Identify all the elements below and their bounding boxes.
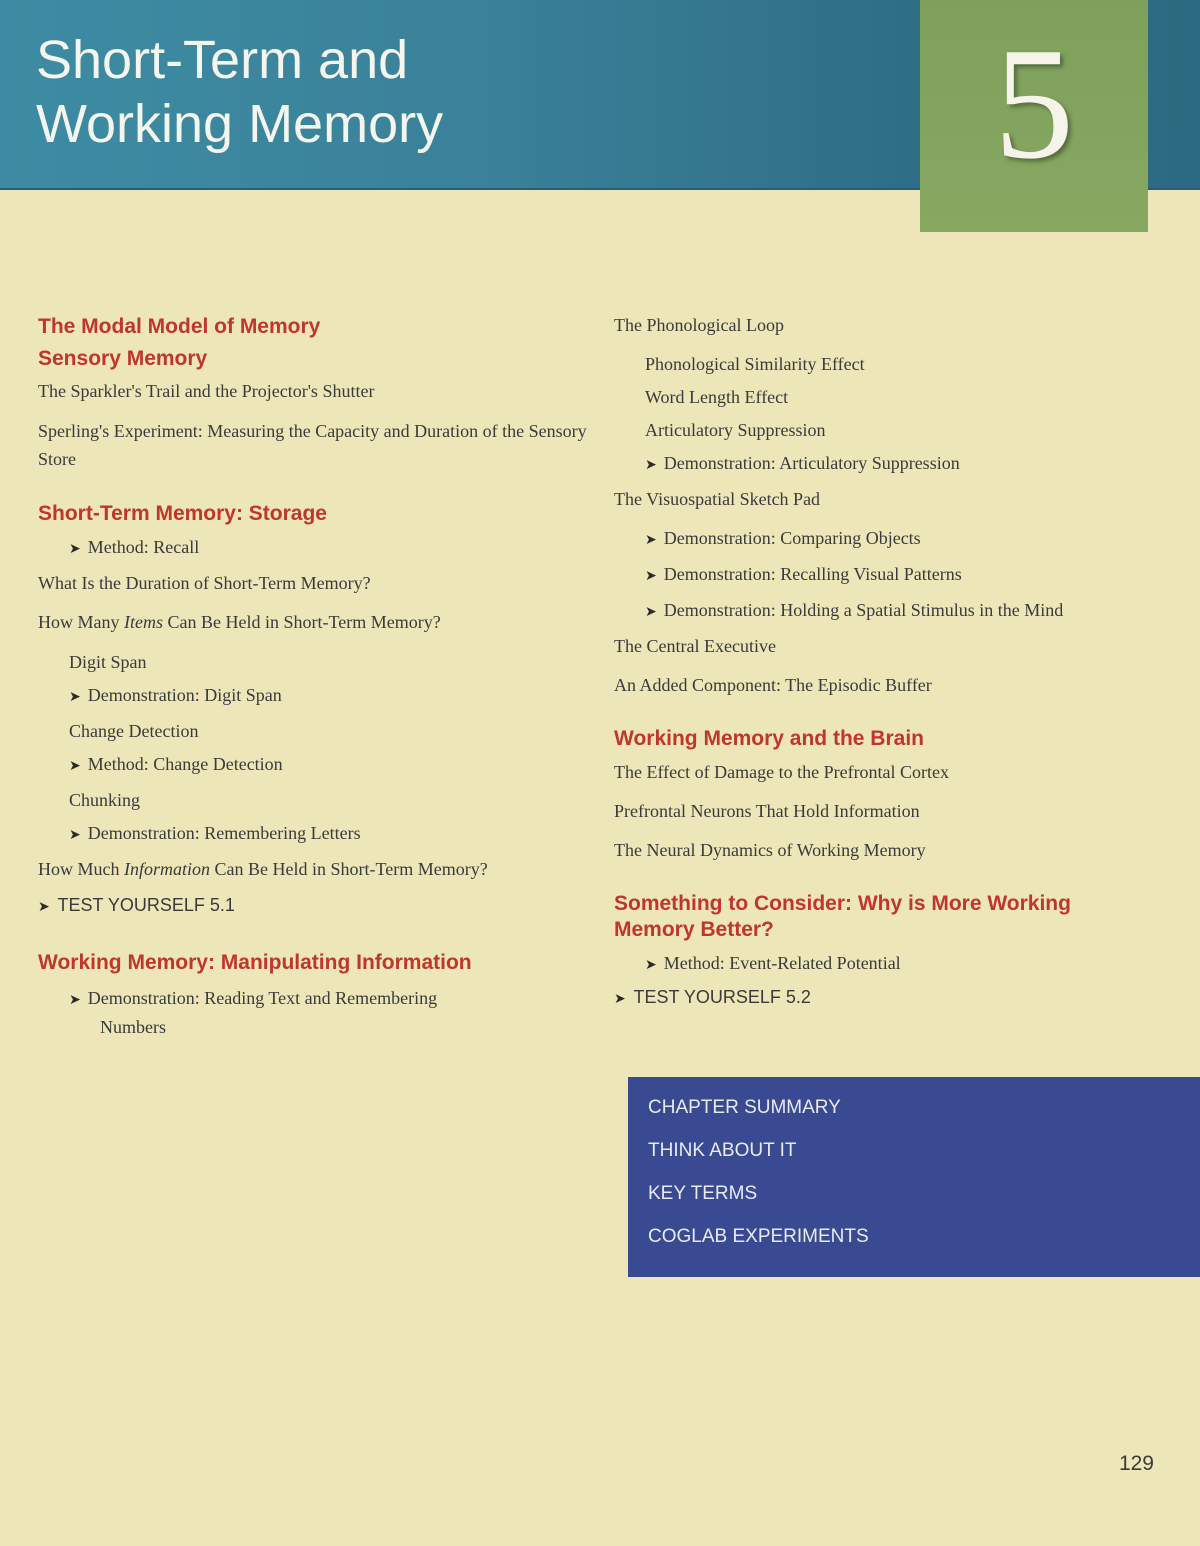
entry-articulatory-suppression: Articulatory Suppression <box>645 420 826 440</box>
entry-duration-question: What Is the Duration of Short-Term Memory? <box>38 573 371 593</box>
page-number: 129 <box>1118 1452 1154 1475</box>
entry-phonological-similarity: Phonological Similarity Effect <box>645 354 865 374</box>
entry-visuospatial: The Visuospatial Sketch Pad <box>614 489 821 509</box>
chapter-summary-box <box>628 1077 1200 1277</box>
entry-episodic-buffer: An Added Component: The Episodic Buffer <box>614 675 932 695</box>
demo-reading-text-label: ➤ Demonstration: Reading Text and Remembering Numbers <box>69 988 437 1037</box>
entry-demo-spatial-stimulus: ➤ Demonstration: Holding a Spatial Stimulus in the Mind <box>614 597 1174 626</box>
entry-demo-visual-patterns: ➤ Demonstration: Recalling Visual Patterns <box>614 561 1174 590</box>
heading-sensory-memory: Sensory Memory <box>38 347 208 370</box>
entry-demo-digit-span: ➤ Demonstration: Digit Span <box>38 682 598 711</box>
chapter-title <box>36 28 443 156</box>
entry-demo-comparing-objects: ➤ Demonstration: Comparing Objects <box>614 525 1174 554</box>
entry-demo-reading-text <box>38 985 440 1040</box>
test-yourself-5-2: ➤ TEST YOURSELF 5.2 <box>614 984 1174 1011</box>
test-yourself-5-1: ➤ TEST YOURSELF 5.1 <box>38 892 598 919</box>
entry-demo-articulatory: ➤ Demonstration: Articulatory Suppression <box>614 450 1174 479</box>
entry-word-length: Word Length Effect <box>645 387 789 407</box>
heading-wm-brain: Working Memory and the Brain <box>614 727 924 750</box>
heading-something-to-consider: Something to Consider: Why is More Working Memory Better? <box>614 892 1071 941</box>
entry-demo-remembering-letters: ➤ Demonstration: Remembering Letters <box>38 820 598 849</box>
summary-item-think-about-it: THINK ABOUT IT <box>648 1140 797 1161</box>
info-question-emphasis: Information <box>124 859 211 879</box>
items-question-pre: How Many <box>38 612 124 632</box>
chapter-number-box <box>920 0 1148 232</box>
entry-information-question <box>38 856 598 882</box>
items-question-emphasis: Items <box>124 612 163 632</box>
info-question-post: Can Be Held in Short-Term Memory? <box>210 859 488 879</box>
entry-method-recall: ➤ Method: Recall <box>38 534 598 563</box>
contents-left-column <box>38 314 598 1040</box>
entry-sparkler: The Sparkler's Trail and the Projector's Shutter <box>38 381 375 401</box>
info-question-pre: How Much <box>38 859 124 879</box>
entry-central-executive: The Central Executive <box>614 636 776 656</box>
heading-wm-manipulating: Working Memory: Manipulating Information <box>38 951 472 974</box>
entry-damage-pfc: The Effect of Damage to the Prefrontal Cortex <box>614 762 950 782</box>
heading-stm-storage: Short-Term Memory: Storage <box>38 502 327 525</box>
entry-neural-dynamics: The Neural Dynamics of Working Memory <box>614 840 926 860</box>
entry-phonological-loop: The Phonological Loop <box>614 315 784 335</box>
chapter-title-line-1: Short-Term and <box>36 30 409 90</box>
chapter-number: 5 <box>994 14 1074 192</box>
heading-modal-model: The Modal Model of Memory <box>38 315 321 338</box>
summary-item-chapter-summary: CHAPTER SUMMARY <box>648 1097 841 1118</box>
entry-method-erp: ➤ Method: Event-Related Potential <box>614 950 1174 979</box>
entry-method-change-detection: ➤ Method: Change Detection <box>38 751 598 780</box>
entry-digit-span: Digit Span <box>69 652 147 672</box>
entry-change-detection: Change Detection <box>69 721 199 741</box>
contents-right-column <box>614 312 1174 1011</box>
items-question-post: Can Be Held in Short-Term Memory? <box>163 612 441 632</box>
chapter-title-line-2: Working Memory <box>36 94 444 154</box>
entry-sperling: Sperling's Experiment: Measuring the Capacity and Duration of the Sensory Store <box>38 421 587 469</box>
entry-pfc-neurons: Prefrontal Neurons That Hold Information <box>614 801 920 821</box>
entry-items-question <box>38 609 598 635</box>
entry-chunking: Chunking <box>69 790 141 810</box>
summary-item-coglab-experiments: COGLAB EXPERIMENTS <box>648 1226 869 1247</box>
summary-item-key-terms: KEY TERMS <box>648 1183 758 1204</box>
